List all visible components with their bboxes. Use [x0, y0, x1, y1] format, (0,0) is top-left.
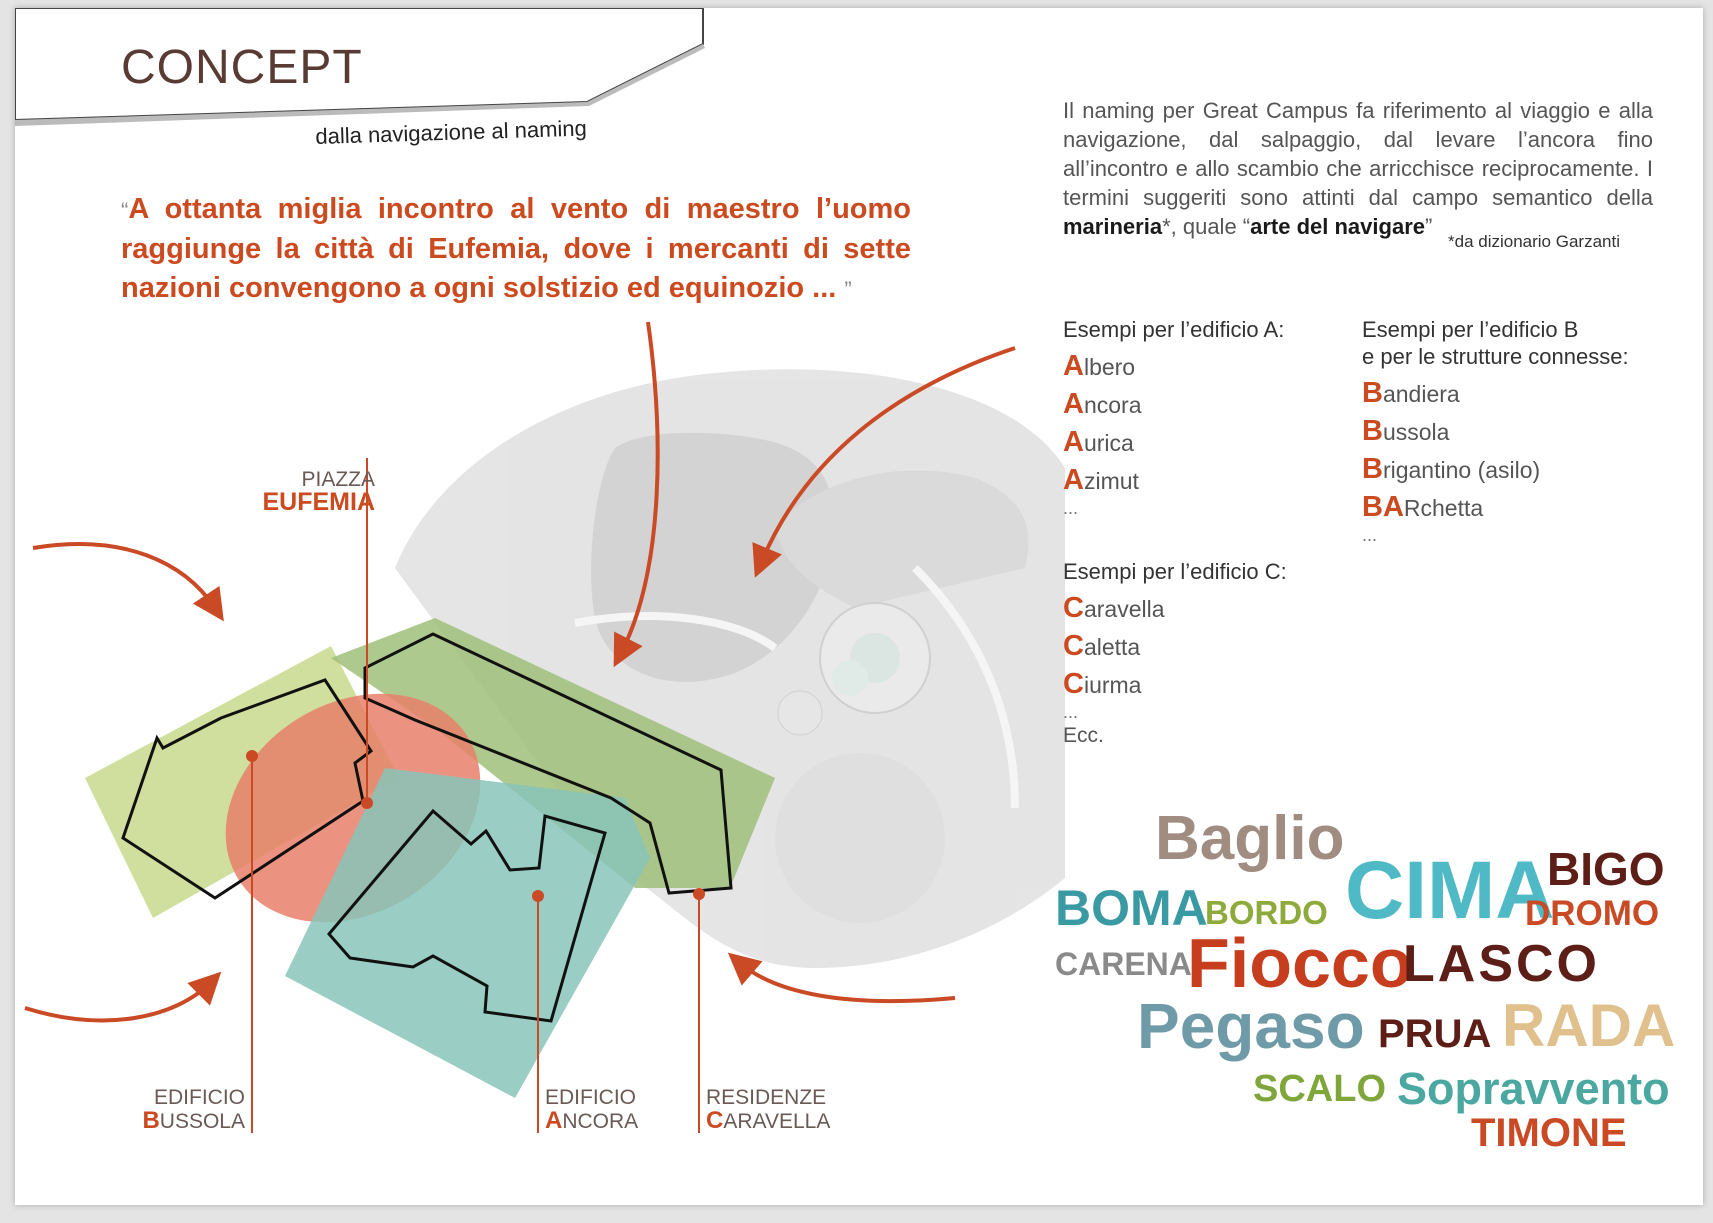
word-scalo: SCALO	[1253, 1068, 1386, 1110]
page	[15, 8, 1703, 1205]
list-item: Albero	[1063, 350, 1136, 382]
word-pegaso: Pegaso	[1137, 990, 1365, 1062]
list-item: Caletta	[1063, 630, 1141, 662]
map-circle-3	[832, 660, 868, 696]
list-item: Bandiera	[1362, 377, 1460, 409]
intro-bold-arte: arte del navigare	[1250, 214, 1425, 239]
word-boma: BOMA	[1055, 880, 1208, 936]
list-item: Bussola	[1362, 415, 1450, 447]
list-item: Brigantino (asilo)	[1362, 453, 1541, 485]
word-bordo: BORDO	[1205, 894, 1328, 931]
examples-c-heading: Esempi per l’edificio C:	[1063, 559, 1287, 584]
examples-b-heading-1: Esempi per l’edificio B	[1362, 317, 1579, 342]
word-lasco: LASCO	[1403, 935, 1600, 993]
examples-c	[1063, 558, 1287, 751]
word-fiocco: Fiocco	[1187, 924, 1413, 1002]
word-carena: CARENA	[1055, 946, 1192, 982]
examples-b	[1362, 316, 1629, 544]
examples-b-ellipsis: ...	[1362, 525, 1378, 545]
quote-close-mark: ”	[844, 277, 852, 302]
intro-bold-marineria: marineria	[1063, 214, 1163, 239]
arrow-bottom-left	[25, 983, 210, 1020]
map-circle-4	[778, 691, 822, 735]
examples-a-ellipsis: ...	[1063, 498, 1079, 518]
word-prua: PRUA	[1378, 1012, 1492, 1056]
examples-b-heading-2: e per le strutture connesse:	[1362, 344, 1629, 369]
intro-text-2: *, quale “	[1162, 214, 1251, 239]
list-item: Ciurma	[1063, 668, 1142, 700]
list-item: BARchetta	[1362, 491, 1484, 523]
page-subtitle: dalla navigazione al naming	[315, 115, 588, 149]
calvino-quote	[121, 190, 911, 309]
label-piazza-small: PIAZZA	[301, 468, 375, 491]
leader-piazza-dot	[361, 797, 373, 809]
leader-ancora-dot	[532, 890, 544, 902]
label-bussola-small: EDIFICIO	[153, 1086, 245, 1109]
label-piazza-big: EUFEMIA	[262, 488, 375, 516]
quote-open-mark: “	[121, 198, 129, 223]
list-item: Caravella	[1063, 592, 1165, 624]
footnote: *da dizionario Garzanti	[1448, 232, 1620, 251]
arrow-bottom-center	[740, 963, 955, 1001]
word-rada: RADA	[1502, 992, 1676, 1059]
map-circle-5	[775, 753, 945, 923]
word-cima: CIMA	[1345, 845, 1555, 936]
label-edificio-bussola: EDIFICIO BUSSOLA	[115, 1086, 245, 1133]
label-ancora-small: EDIFICIO	[545, 1086, 637, 1109]
page-title: CONCEPT	[121, 41, 363, 94]
examples-c-etc: Ecc.	[1063, 724, 1104, 747]
quote-text: A ottanta miglia incontro al vento di maestro l’uomo raggiunge la città di Eufemia, dove i mercanti di sette nazioni convengono a ogni solstizio ed equinozio ...	[121, 193, 911, 304]
intro-paragraph	[1063, 96, 1653, 241]
word-sopravvento: Sopravvento	[1397, 1063, 1670, 1114]
list-item: Aurica	[1063, 426, 1134, 458]
label-piazza-eufemia	[235, 468, 375, 514]
examples-c-ellipsis: ...	[1063, 702, 1079, 722]
list-item: Azimut	[1063, 464, 1139, 496]
examples-a-heading: Esempi per l’edificio A:	[1063, 317, 1285, 342]
label-edificio-ancora: EDIFICIO ANCORA	[545, 1086, 639, 1134]
intro-text-1: Il naming per Great Campus fa riferimento al viaggio e alla navigazione, dal salpaggio, dal levare l’ancora fino all’incontro e allo scambio che arricchisce reciprocamente. I termini suggeriti sono attinti dal campo semantico della	[1063, 98, 1653, 210]
word-dromo: DROMO	[1525, 894, 1660, 933]
word-timone: TIMONE	[1471, 1111, 1627, 1155]
examples-a	[1063, 316, 1284, 517]
word-baglio: Baglio	[1155, 804, 1345, 873]
arrow-top-left	[33, 544, 215, 608]
list-item: Ancora	[1063, 388, 1142, 420]
word-bigo: BIGO	[1547, 843, 1665, 895]
intro-text-3: ”	[1425, 214, 1433, 239]
label-caravella-small: RESIDENZE	[706, 1086, 827, 1109]
word-cloud	[1055, 804, 1676, 1155]
leader-caravella-dot	[693, 888, 705, 900]
label-residenze-caravella: RESIDENZE CARAVELLA	[706, 1086, 831, 1134]
leader-bussola-dot	[246, 750, 258, 762]
